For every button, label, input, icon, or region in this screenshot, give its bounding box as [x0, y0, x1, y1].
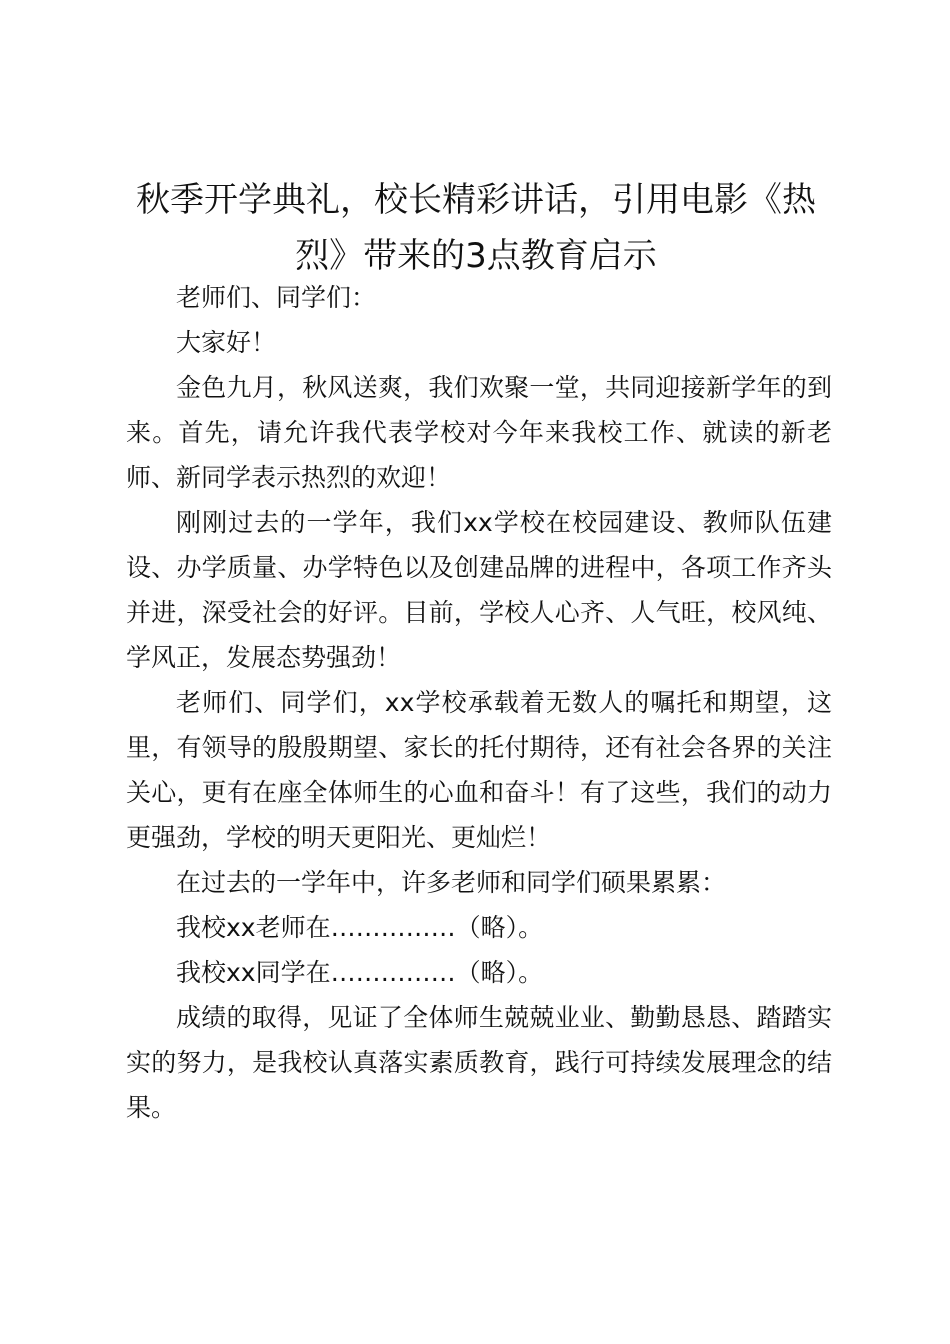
document-body — [126, 275, 832, 1130]
paragraph-greeting: 大家好！ — [176, 328, 277, 357]
paragraph-salutation: 老师们、同学们： — [176, 283, 377, 312]
paragraph-welcome: 金色九月，秋风送爽，我们欢聚一堂，共同迎接新学年的到来。首先，请允许我代表学校对今年来我校工作、就读的新老师、新同学表示热烈的欢迎！ — [126, 373, 832, 492]
paragraph-past-year: 刚刚过去的一学年，我们xx学校在校园建设、教师队伍建设、办学质量、办学特色以及创建品牌的进程中，各项工作齐头并进，深受社会的好评。目前，学校人心齐、人气旺，校风纯、学风正，发展态势强劲！ — [126, 508, 832, 672]
paragraph-conclusion: 成绩的取得，见证了全体师生兢兢业业、勤勤恳恳、踏踏实实的努力，是我校认真落实素质教育，践行可持续发展理念的结果。 — [126, 1003, 832, 1122]
document-title: 秋季开学典礼，校长精彩讲话，引用电影《热烈》带来的3点教育启示 — [136, 180, 816, 276]
paragraph-teacher-achievement: 我校xx老师在……………（略）。 — [176, 913, 544, 942]
paragraph-achievements-intro: 在过去的一学年中，许多老师和同学们硕果累累： — [176, 868, 727, 897]
paragraph-student-achievement: 我校xx同学在……………（略）。 — [176, 958, 544, 987]
paragraph-expectations: 老师们、同学们，xx学校承载着无数人的嘱托和期望，这里，有领导的殷殷期望、家长的托付期待，还有社会各界的关注关心，更有在座全体师生的心血和奋斗！有了这些，我们的动力更强劲，学校的明天更阳光、更灿烂！ — [126, 688, 832, 852]
